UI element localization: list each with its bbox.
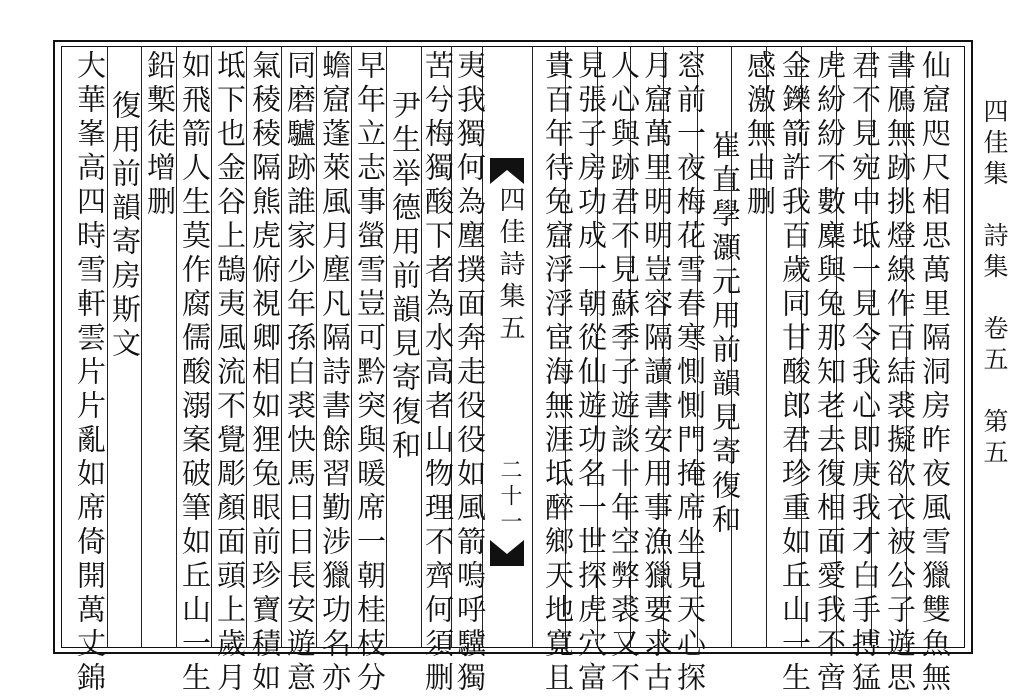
book-title: 四佳詩集五	[495, 186, 525, 346]
text-column: 見張子房功成一朝從仙遊功名一世探虎穴富	[574, 50, 608, 696]
text-column: 大華峯高四時雪軒雲片片亂如席倚開萬丈錦	[73, 50, 107, 696]
poem-heading: 崔直學灝元用前韻見寄復和	[708, 130, 742, 538]
text-column: 如飛箭人生莫作腐儒酸溺案破筆如丘山一生	[178, 50, 212, 696]
poem-heading: 復用前韻寄房斯文	[108, 90, 142, 362]
text-column: 早年立志事螢雪豈可黔突與暖席一朝桂枝分	[353, 50, 387, 696]
page-number: 二十一	[497, 458, 522, 536]
text-column: 坻下也金谷上鵠夷風流不覺彫顏面頭上歲月	[213, 50, 247, 696]
text-column: 金鑠箭許我百歲同甘酸郎君珍重如丘山一生	[778, 50, 812, 696]
text-column: 感激無由删	[743, 50, 777, 220]
text-column: 夷我獨何為塵撲面奔走役役如風箭嗚呼驥獨	[453, 50, 487, 696]
text-column: 窓前一夜梅花雪春寒惻惻門掩席坐見天心探	[673, 50, 707, 696]
poem-heading: 尹生举德用前韻見寄復和	[388, 90, 422, 464]
text-column: 苦兮梅獨酸下者為水高者山物理不齊何須删	[421, 50, 455, 696]
text-column: 人心與跡君不見蘇季子遊談十年空弊裘又不	[607, 50, 641, 696]
text-column: 虎紛紛不數麋與兔那知老去復相面愛我不啻	[813, 50, 847, 696]
fish-tail-mark-icon	[490, 158, 524, 184]
column-rule	[532, 46, 533, 648]
text-column: 鉛槧徒增删	[143, 50, 177, 220]
text-column: 同磨驢跡誰家少年孫白裘快馬日日長安遊意	[283, 50, 317, 696]
text-column: 書鴈無跡挑燈線作百結裘擬欲衣被公子遊思	[883, 50, 917, 696]
text-column: 月窟萬里明明豈容隔讀書安用事漁獵要求古	[640, 50, 674, 696]
text-column: 蟾窟蓬萊風月塵凡隔詩書餘習勤涉獵功名亦	[318, 50, 352, 696]
fish-tail-mark-icon	[490, 540, 524, 566]
text-column: 貴百年待兔窟浮浮宦海無涯坻醉鄉天地寬且	[541, 50, 575, 696]
text-column: 仙窟咫尺相思萬里隔洞房昨夜風雪獵雙魚無	[918, 50, 952, 696]
margin-header: 四佳集 詩集 卷五 第五	[980, 98, 1009, 470]
text-column: 君不見宛中坻一見令我心即庚我才白手搏猛	[848, 50, 882, 696]
text-column: 氣稜稜隔熊虎俯視卿相如狸兔眼前珍寶積如	[248, 50, 282, 696]
